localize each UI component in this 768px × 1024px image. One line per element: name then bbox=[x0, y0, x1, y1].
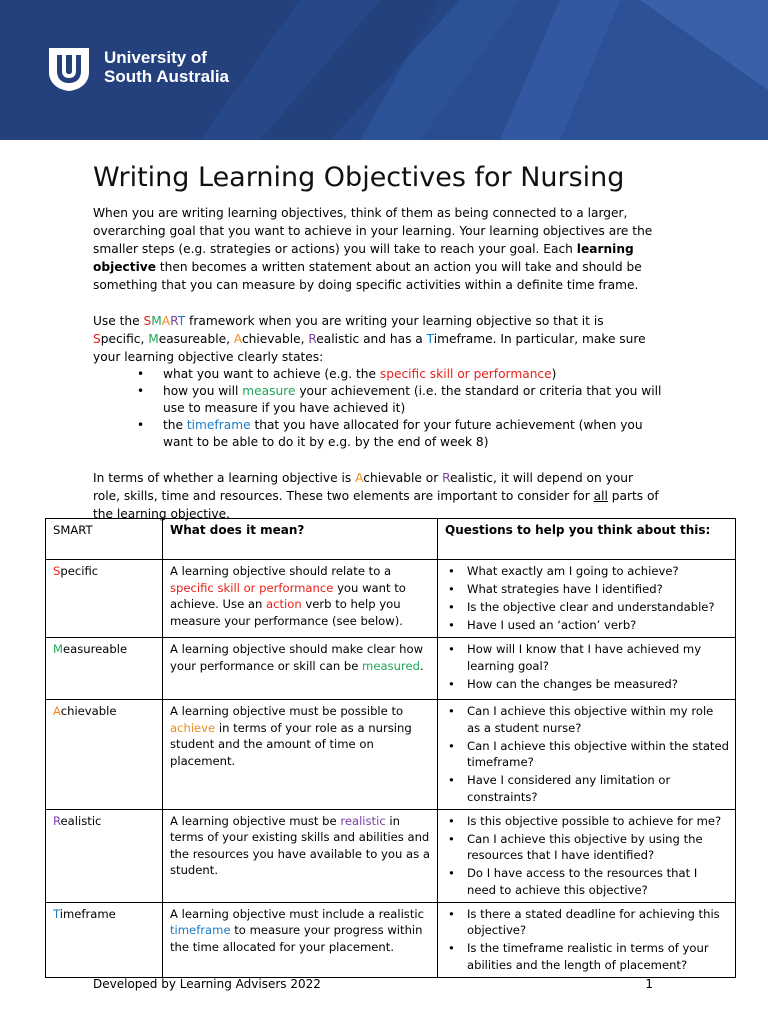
goal-text: how you will bbox=[163, 384, 243, 398]
meaning-text: in terms of your role as a nursing student and the amount of time on placement. bbox=[170, 720, 412, 768]
smart-letter-r: R bbox=[170, 314, 178, 328]
meaning-cell bbox=[163, 638, 438, 700]
university-name-line2: South Australia bbox=[104, 67, 229, 86]
meaning-highlight: measured bbox=[362, 658, 420, 673]
meaning-text: . bbox=[419, 658, 424, 673]
question-item: • Is there a stated deadline for achieving this objective? bbox=[445, 906, 729, 939]
question-item: • Have I used an ‘action’ verb? bbox=[445, 617, 729, 634]
term-letter: T bbox=[53, 906, 60, 921]
goal-text: your achievement (i.e. the standard or criteria that you will use to measure if you have achieved it) bbox=[163, 384, 662, 415]
smart-letter-a: A bbox=[161, 314, 171, 328]
measureable-letter: M bbox=[148, 332, 159, 346]
objective-checklist bbox=[93, 366, 673, 451]
meaning-text: A learning objective must be bbox=[170, 813, 341, 828]
meaning-highlight: timeframe bbox=[170, 923, 231, 937]
term-rest: easureable bbox=[63, 642, 128, 656]
term-letter: M bbox=[53, 642, 64, 656]
list-item bbox=[93, 383, 663, 417]
achievable-paragraph bbox=[93, 469, 663, 523]
table-row bbox=[46, 560, 736, 638]
goal-highlight: specific skill or performance bbox=[379, 367, 552, 381]
page-number: 1 bbox=[645, 977, 653, 991]
paragraph-text: chievable or bbox=[363, 471, 443, 485]
goal-text: that you have allocated for your future achievement (when you want to be able to do it by e.g. by the end of week 8) bbox=[163, 418, 643, 449]
smart-table bbox=[45, 518, 736, 978]
smart-mid: framework when you are writing your learning objective so that it is bbox=[185, 314, 604, 328]
term-rest: ealistic bbox=[60, 813, 102, 828]
question-item: • Can I achieve this objective by using the resources that I have identified? bbox=[445, 831, 729, 864]
meaning-highlight: specific skill or performance bbox=[170, 580, 334, 595]
column-header-smart: SMART bbox=[46, 519, 163, 560]
question-item: • How can the changes be measured? bbox=[445, 676, 729, 693]
meaning-cell bbox=[163, 700, 438, 810]
question-item: • What strategies have I identified? bbox=[445, 581, 729, 598]
measureable-rest: easureable, bbox=[158, 332, 234, 346]
page-footer bbox=[93, 976, 653, 992]
footer-credit: Developed by Learning Advisers 2022 bbox=[93, 977, 321, 991]
meaning-highlight: action bbox=[266, 597, 302, 611]
intro-paragraph bbox=[93, 204, 658, 294]
meaning-text: A learning objective must be possible to bbox=[170, 704, 404, 718]
smart-letter-t: T bbox=[177, 314, 186, 328]
smart-prefix: Use the bbox=[93, 314, 144, 328]
table-row bbox=[46, 700, 736, 810]
meaning-cell bbox=[163, 809, 438, 902]
question-item: • Can I achieve this objective within the stated timeframe? bbox=[445, 738, 729, 771]
term-rest: pecific bbox=[60, 564, 99, 578]
timeframe-rest: imeframe. In particular, make sure your learning objective clearly states: bbox=[93, 332, 646, 364]
paragraph-text: parts of the learning objective. bbox=[93, 489, 659, 521]
realistic-rest: ealistic and has a bbox=[316, 332, 427, 346]
timeframe-letter: T bbox=[426, 332, 434, 346]
meaning-highlight: realistic bbox=[340, 813, 386, 828]
column-header-questions: Questions to help you think about this: bbox=[438, 519, 736, 560]
smart-letter-s: S bbox=[143, 314, 152, 328]
achievable-letter: A bbox=[233, 332, 242, 346]
list-item bbox=[93, 417, 663, 451]
smart-letter-m: M bbox=[151, 314, 162, 328]
questions-cell bbox=[438, 809, 736, 902]
term-achievable bbox=[46, 700, 163, 810]
question-item: • Do I have access to the resources that I need to achieve this objective? bbox=[445, 865, 729, 898]
meaning-cell bbox=[163, 560, 438, 638]
table-row bbox=[46, 638, 736, 700]
questions-cell bbox=[438, 902, 736, 977]
meaning-text: A learning objective must include a realistic bbox=[170, 906, 424, 921]
realistic-letter: R bbox=[308, 332, 317, 346]
goal-text: ) bbox=[551, 367, 557, 381]
paragraph-text: In terms of whether a learning objective is bbox=[93, 471, 356, 485]
column-header-meaning: What does it mean? bbox=[163, 519, 438, 560]
meaning-text: you want to achieve. Use an bbox=[170, 580, 406, 611]
goal-highlight: timeframe bbox=[186, 418, 251, 432]
term-rest: imeframe bbox=[59, 906, 116, 921]
questions-cell bbox=[438, 638, 736, 700]
term-realistic bbox=[46, 809, 163, 902]
term-letter: S bbox=[53, 564, 61, 578]
intro-text-2: then becomes a written statement about an action you will take and should be something that you can measure by doing specific activities within a definite time frame. bbox=[93, 260, 642, 292]
university-name bbox=[104, 48, 229, 86]
achievable-rest: chievable, bbox=[241, 332, 309, 346]
term-rest: chievable bbox=[60, 704, 117, 718]
table-row bbox=[46, 809, 736, 902]
header-banner bbox=[0, 0, 768, 140]
meaning-text: in terms of your existing skills and abilities and the resources you have available to you as a student. bbox=[170, 813, 430, 877]
smart-paragraph bbox=[93, 312, 668, 366]
university-logo bbox=[47, 46, 91, 92]
page-title: Writing Learning Objectives for Nursing bbox=[93, 162, 625, 193]
term-specific bbox=[46, 560, 163, 638]
specific-rest: pecific, bbox=[100, 332, 149, 346]
meaning-text: A learning objective should make clear how your performance or skill can be bbox=[170, 642, 424, 673]
goal-text: the bbox=[163, 418, 187, 432]
questions-cell bbox=[438, 700, 736, 810]
question-item: • What exactly am I going to achieve? bbox=[445, 563, 729, 580]
term-letter: A bbox=[53, 704, 61, 718]
intro-bold: learning objective bbox=[93, 242, 634, 274]
list-item bbox=[93, 366, 663, 383]
question-item: • Is the timeframe realistic in terms of your abilities and the length of placement? bbox=[445, 940, 729, 973]
goal-text: what you want to achieve (e.g. the bbox=[163, 367, 380, 381]
question-item: • How will I know that I have achieved my learning goal? bbox=[445, 641, 729, 674]
achievable-letter: A bbox=[355, 471, 364, 485]
meaning-text: verb to help you measure your performance (see below). bbox=[170, 597, 403, 628]
question-item: • Is the objective clear and understandable? bbox=[445, 599, 729, 616]
paragraph-text: ealistic, it will depend on your role, skills, time and resources. These two elements are important to consider for bbox=[93, 471, 634, 503]
term-measureable bbox=[46, 638, 163, 700]
university-name-line1: University of bbox=[104, 48, 207, 67]
meaning-text: A learning objective should relate to a bbox=[170, 564, 392, 578]
question-item: • Have I considered any limitation or constraints? bbox=[445, 772, 729, 805]
question-item: • Is this objective possible to achieve for me? bbox=[445, 813, 729, 830]
document-body bbox=[93, 160, 673, 523]
table-row bbox=[46, 902, 736, 977]
question-item: • Can I achieve this objective within my role as a student nurse? bbox=[445, 703, 729, 736]
specific-letter: S bbox=[93, 332, 101, 346]
intro-text-1: When you are writing learning objectives, think of them as being connected to a larger, overarching goal that you want to achieve in your learning. Your learning objectives are the smaller steps (e.g. strategies or actions) you will take to reach your goal. Each bbox=[93, 206, 653, 256]
questions-cell bbox=[438, 560, 736, 638]
meaning-text: to measure your progress within the time allocated for your placement. bbox=[170, 923, 423, 954]
realistic-letter: R bbox=[442, 471, 451, 485]
underlined-word: all bbox=[593, 489, 608, 503]
table-header-row bbox=[46, 519, 736, 560]
term-letter: R bbox=[53, 813, 61, 828]
goal-highlight: measure bbox=[242, 384, 296, 398]
meaning-cell bbox=[163, 902, 438, 977]
term-timeframe bbox=[46, 902, 163, 977]
meaning-highlight: achieve bbox=[170, 720, 216, 735]
